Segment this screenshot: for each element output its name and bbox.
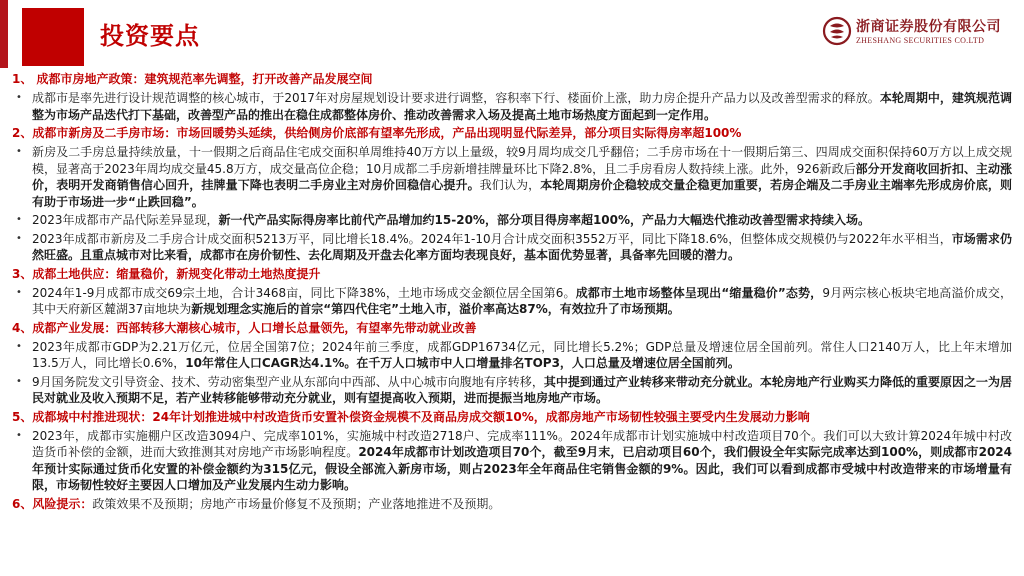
left-accent-bar [0,0,8,68]
risk-heading: 6、风险提示： [12,496,93,511]
company-logo [822,14,1018,54]
bullet-paragraph [12,90,1012,123]
text-run: 2023年成都市产品代际差异显现， [32,213,219,227]
text-run: 2023年成都市GDP为2.21万亿元，位居全国第7位；2024年前三季度，成都GDP16734亿元，同比增长5.2%；GDP总量及增速位居全国前列。常住人口2140万人，比上年末增加13.5万人，同比增长0.6%， [32,339,1012,370]
text-run: 9月国务院发文引导资金、技术、劳动密集型产业从东部向中西部、从中心城市向腹地有序转移， [32,374,544,389]
bullet-dot-icon: • [16,375,22,387]
text-run: 我们认为， [479,178,541,192]
bullet-paragraph [12,428,1012,494]
bullet-paragraph [12,374,1012,407]
bullet-paragraph [12,231,1012,264]
bold-text-run: 市场需求仍然旺盛。且重点城市对比来看，成都市在房价韧性、去化周期及开盘去化率方面均表现良好，基本面优势显著，具备率先回暖的潜力。 [32,231,1012,262]
bullet-paragraph [12,144,1012,210]
title-accent-block [22,8,84,66]
section-heading: 3、成都土地供应：缩量稳价，新规变化带动土地热度提升 [12,266,321,281]
company-name-cn: 浙商证券股份有限公司 [856,19,1001,35]
bold-text-run: 其中提到通过产业转移来带动充分就业。本轮房地产行业购买力降低的重要原因之一为居民对就业及收入预期不足，若产业转移能够带动充分就业，则有望提高收入预期，进而提振当地房地产市场。 [32,374,1012,405]
risk-line [12,496,1012,513]
page-title: 投资要点 [100,22,200,50]
bold-text-run: 部分开发商收回折扣、主动涨价，表明开发商销售信心回升，挂牌量下降也表明二手房业主对房价回稳信心提升。 [32,161,1012,192]
bold-text-run: 新一代产品实际得房率比前代产品增加约15-20%，部分项目得房率超100%，产品力大幅迭代推动改善型需求持续入场。 [218,213,871,227]
bullet-dot-icon: • [16,92,22,103]
text-run: 2023年成都市新房及二手房合计成交面积5213万平，同比增长18.4%。2024年1-10月合计成交面积3552万平，同比下降18.6%，但整体成交规模仍与2022年水平相当， [32,231,952,246]
risk-text: 政策效果不及预期；房地产市场量价修复不及预期；产业落地推进不及预期。 [92,496,501,511]
text-run: 9月两宗核心板块宅地高溢价成交，其中天府新区麓湖37亩地块为 [32,285,1012,316]
bullet-paragraph [12,339,1012,372]
bullet-dot-icon: • [16,214,22,225]
bullet-dot-icon: • [16,146,22,157]
bold-text-run: 10年常住人口CAGR达4.1%。在千万人口城市中人口增量排名TOP3，人口总量及增速位居全国前列。 [185,356,740,370]
bullet-dot-icon: • [16,232,22,244]
text-run: 成都市是率先进行设计规范调整的核心城市，于2017年对房屋规划设计要求进行调整，容积率下行、楼面价上涨，助力房企提升产品力以及改善型需求的释放。 [32,91,880,105]
logo-mark-icon [822,16,852,46]
key-points-content [12,70,1012,515]
section-heading: 4、成都产业发展：西部转移大潮核心城市，人口增长总量领先，有望率先带动就业改善 [12,320,477,335]
section-heading: 1、 成都市房地产政策：建筑规范率先调整，打开改善产品发展空间 [12,72,373,86]
bold-text-run: 成都市土地市场整体呈现出“缩量稳价”态势， [575,285,823,300]
bold-text-run: 2024年成都市计划改造项目70个，截至9月末，已启动项目60个，我们假设全年实际完成率达到100%，则成都市2024年预计实际通过货币化安置的补偿金额约为315亿元，假设全部流入新房市场，则占2023年全年商品住宅销售金额的9%。因此，我们可以看到成都市受城中村改造带来的市场增量有限，市场韧性较好主要因人口增加及产业发展内生动力影响。 [32,445,1012,492]
bullet-dot-icon: • [16,286,22,298]
bullet-dot-icon: • [16,340,22,352]
section-heading: 5、成都城中村推进现状：24年计划推进城中村改造货币安置补偿资金规模不及商品房成交额10%，成都房地产市场韧性较强主要受内生发展动力影响 [12,409,810,424]
text-run: 新房及二手房总量持续放量，十一假期之后商品住宅成交面积单周维持40万方以上量级，较9月周均成交几乎翻倍；二手房市场在十一假期后第三、四周成交面积保持60万方以上成交规模，显著高于2023年周均成交量45.8万方，成交量高位企稳；10月成都二手房新增挂牌量环比下降2.8%，且二手房看房人数持续上涨。此外，926新政后 [32,145,1012,176]
text-run: 2023年，成都市实施棚户区改造3094户、完成率101%，实施城中村改造2718户、完成率111%。2024年成都市计划实施城中村改造项目70个。我们可以大致计算2024年城中村改造货币补偿的金额，进而大致推测其对房地产市场影响程度。 [32,428,1012,459]
section-heading: 2、成都市新房及二手房市场：市场回暖势头延续，供给侧房价底部有望率先形成，产品出现明显代际差异，部分项目实际得房率超100% [12,126,742,140]
bullet-dot-icon: • [16,429,22,441]
bold-text-run: 新规划理念实施后的首宗“第四代住宅”土地入市，溢价率高达87%，有效拉升了市场预期。 [191,302,680,316]
company-name-en: ZHESHANG SECURITIES CO.LTD [856,36,985,45]
bold-text-run: 本轮周期中，建筑规范调整为市场产品迭代打下基础，改善型产品的推出在稳住成都整体房价、推动改善需求入场及提高土地市场热度方面起到一定作用。 [32,91,1012,122]
bold-text-run: 本轮周期房价企稳较成交量企稳更加重要，若房企端及二手房业主端率先形成房价底，则有助于市场进一步“止跌回稳”。 [32,178,1012,209]
text-run: 2024年1-9月成都市成交69宗土地，合计3468亩，同比下降38%，土地市场成交金额位居全国第6。 [32,285,576,300]
bullet-paragraph [12,212,1012,229]
bullet-paragraph [12,285,1012,318]
